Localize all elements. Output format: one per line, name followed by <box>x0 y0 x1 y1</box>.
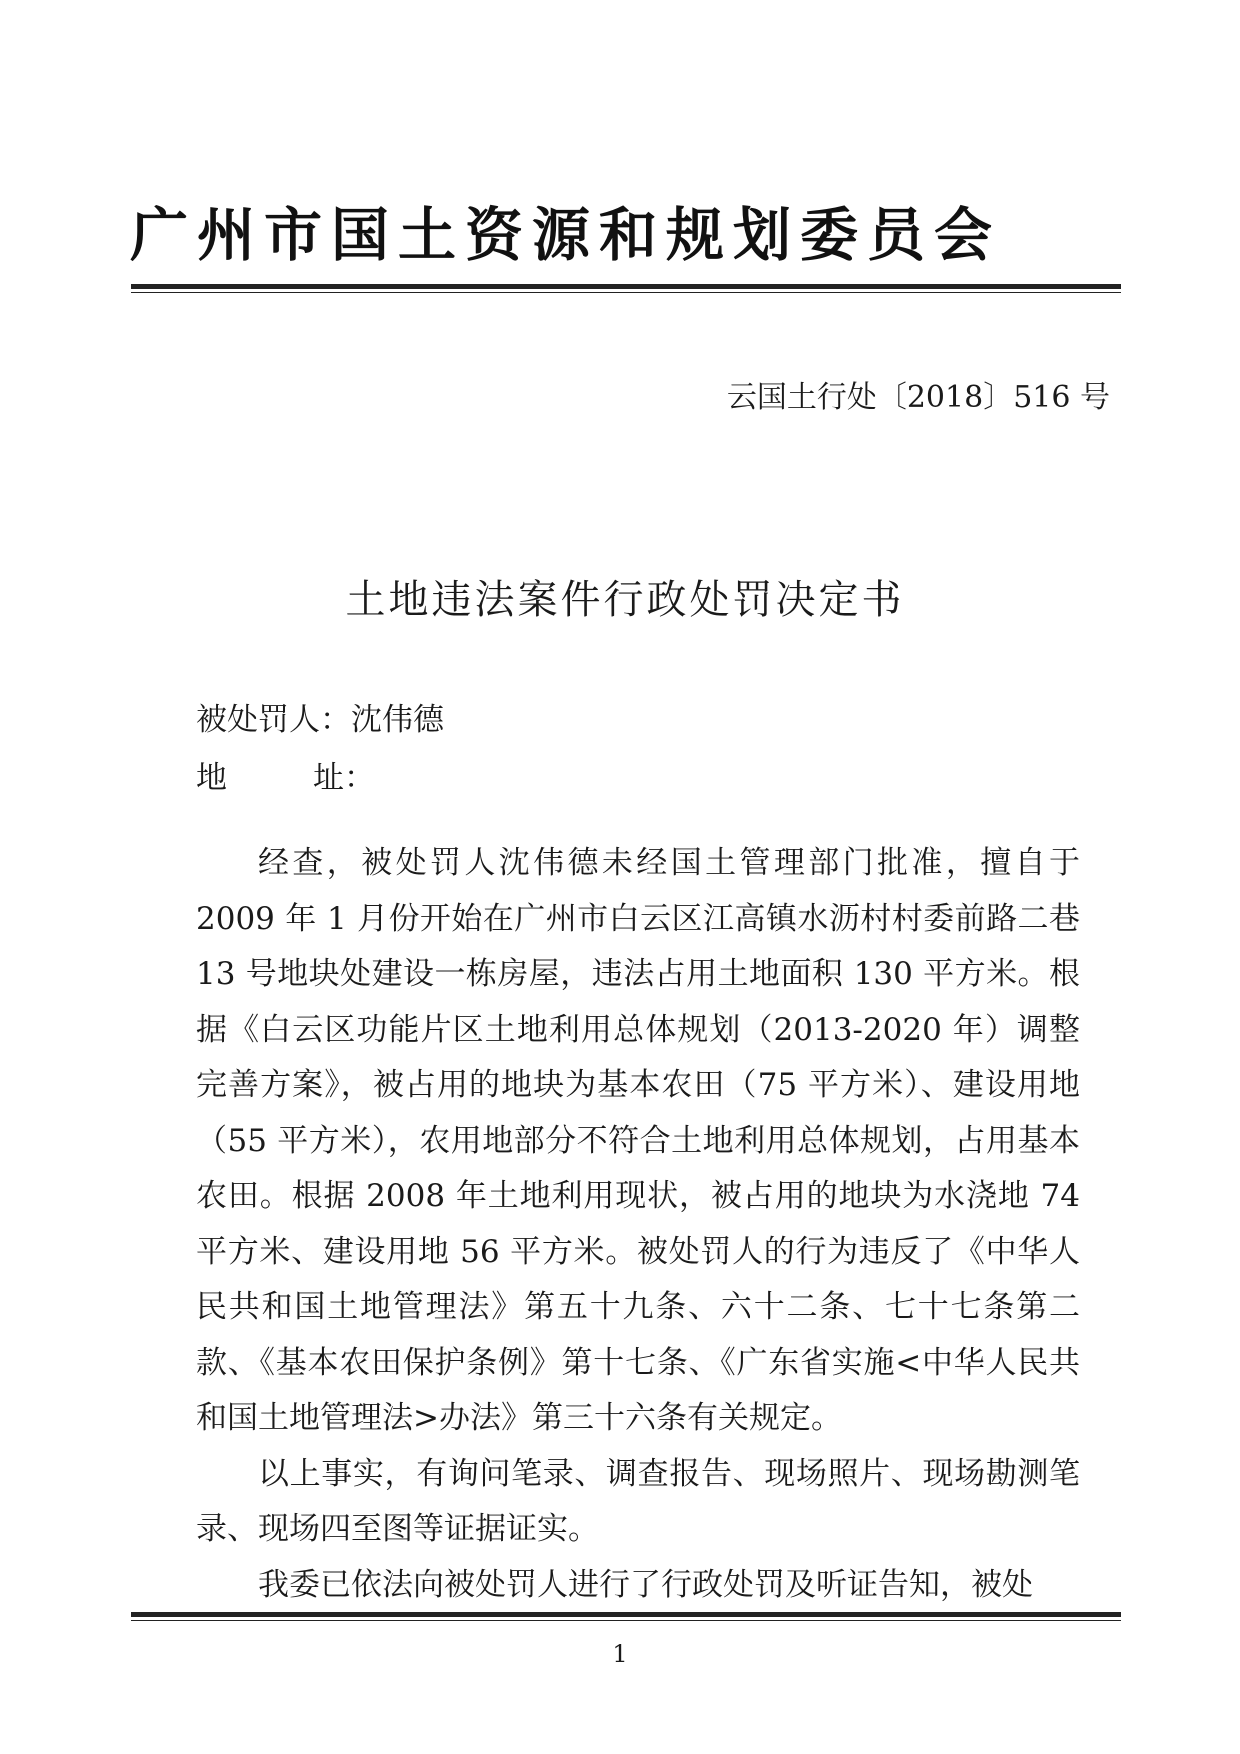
body-paragraph-facts: 经查，被处罚人沈伟德未经国土管理部门批准，擅自于2009 年 1 月份开始在广州市白云区江高镇水沥村村委前路二巷 13 号地块处建设一栋房屋，违法占用土地面积 130 平方米。根据《白云区功能片区土地利用总体规划（2013-2020 年）调整完善方案》，被占用的地块为基本农田（75 平方米）、建设用地（55 平方米），农用地部分不符合土地利用总体规划，占用基本农田。根据 2008 年土地利用现状，被占用的地块为水浇地 74 平方米、建设用地 56 平方米。被处罚人的行为违反了《中华人民共和国土地管理法》第五十九条、六十二条、七十七条第二款、《基本农田保护条例》第十七条、《广东省实施<中华人民共和国土地管理法>办法》第三十六条有关规定。 <box>196 845 1080 1436</box>
document-body <box>196 836 1080 1613</box>
body-paragraph-notice: 我委已依法向被处罚人进行了行政处罚及听证告知，被处 <box>258 1566 1033 1603</box>
footer-rule <box>131 1612 1121 1621</box>
header-rule <box>131 284 1121 293</box>
penalized-party-label: 被处罚人： <box>196 702 351 738</box>
penalized-party-field <box>196 694 444 739</box>
address-field <box>196 752 375 797</box>
body-paragraph-evidence: 以上事实，有询问笔录、调查报告、现场照片、现场勘测笔录、现场四至图等证据证实。 <box>196 1455 1080 1547</box>
address-label-second: 址： <box>313 760 375 796</box>
organization-title: 广州市国土资源和规划委员会 <box>130 201 1002 269</box>
penalized-party-value: 沈伟德 <box>351 702 444 738</box>
page-number: 1 <box>612 1640 628 1668</box>
document-number: 云国土行处〔2018〕516 号 <box>726 380 1110 415</box>
document-title: 土地违法案件行政处罚决定书 <box>345 577 905 623</box>
address-label-first: 地 <box>196 760 227 796</box>
